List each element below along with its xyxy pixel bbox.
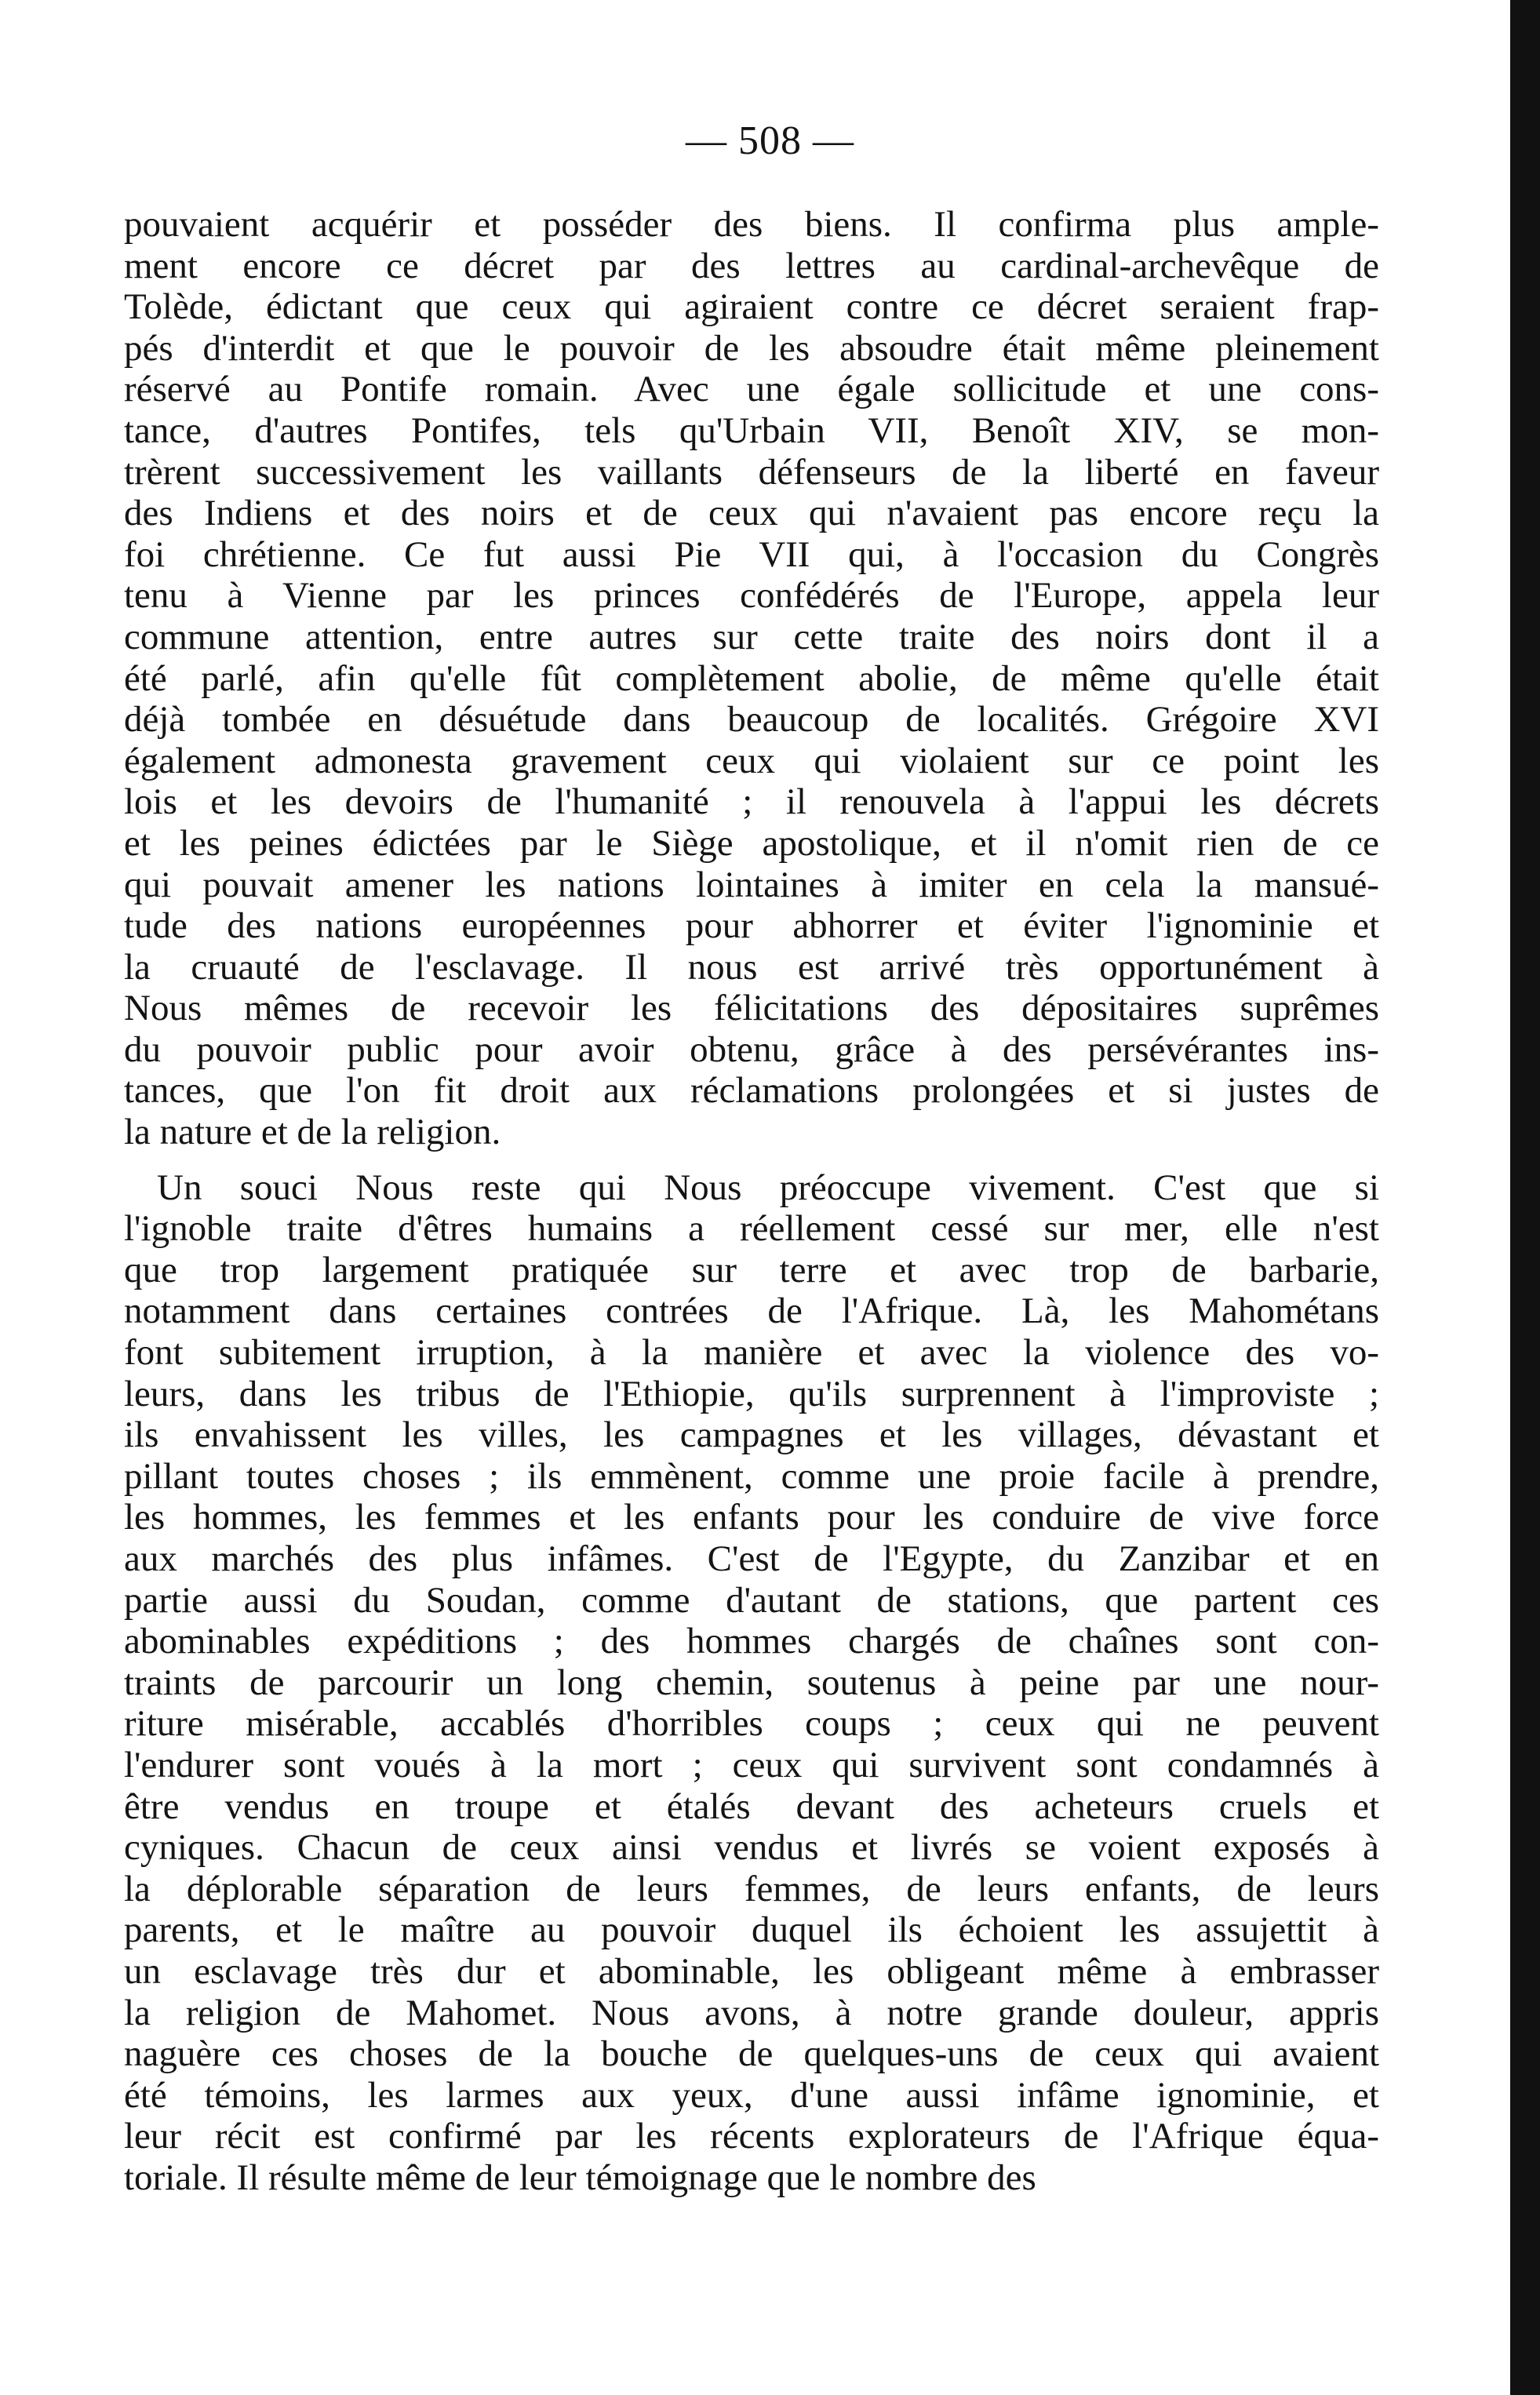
text-line: Tolède, édictant que ceux qui agiraient contre ce décret seraient frap- xyxy=(124,286,1379,328)
body-text xyxy=(124,204,1379,2199)
text-line: naguère ces choses de la bouche de quelques-uns de ceux qui avaient xyxy=(124,2033,1379,2075)
page-binding-edge xyxy=(1510,0,1540,2395)
text-line: Nous mêmes de recevoir les félicitations des dépositaires suprêmes xyxy=(124,988,1379,1029)
text-line: pés d'interdit et que le pouvoir de les absoudre était même pleinement xyxy=(124,327,1379,369)
text-line: les hommes, les femmes et les enfants pour les conduire de vive force xyxy=(124,1497,1379,1538)
text-line: abominables expéditions ; des hommes chargés de chaînes sont con- xyxy=(124,1621,1379,1662)
text-line: parents, et le maître au pouvoir duquel ils échoient les assujettit à xyxy=(124,1909,1379,1951)
text-line: commune attention, entre autres sur cette traite des noirs dont il a xyxy=(124,616,1379,657)
text-line: et les peines édictées par le Siège apostolique, et il n'omit rien de ce xyxy=(124,822,1379,864)
page-number: — 508 — xyxy=(686,118,854,163)
paragraph-gap xyxy=(124,1153,1379,1167)
text-line: réservé au Pontife romain. Avec une égale sollicitude et une cons- xyxy=(124,369,1379,410)
text-line: notamment dans certaines contrées de l'Afrique. Là, les Mahométans xyxy=(124,1290,1379,1332)
text-line: que trop largement pratiquée sur terre et avec trop de barbarie, xyxy=(124,1249,1379,1290)
text-line: des Indiens et des noirs et de ceux qui n'avaient pas encore reçu la xyxy=(124,493,1379,534)
text-line: ils envahissent les villes, les campagnes et les villages, dévastant et xyxy=(124,1414,1379,1456)
text-line: partie aussi du Soudan, comme d'autant de stations, que partent ces xyxy=(124,1579,1379,1621)
text-line: leurs, dans les tribus de l'Ethiopie, qu'ils surprennent à l'improviste ; xyxy=(124,1373,1379,1414)
text-line: l'endurer sont voués à la mort ; ceux qui survivent sont condamnés à xyxy=(124,1744,1379,1785)
text-line: toriale. Il résulte même de leur témoignage que le nombre des xyxy=(124,2157,1036,2198)
text-line: tenu à Vienne par les princes confédérés de l'Europe, appela leur xyxy=(124,575,1379,617)
text-line: riture misérable, accablés d'horribles coups ; ceux qui ne peuvent xyxy=(124,1703,1379,1745)
text-line: tances, que l'on fit droit aux réclamations prolongées et si justes de xyxy=(124,1070,1379,1112)
text-line: leur récit est confirmé par les récents explorateurs de l'Afrique équa- xyxy=(124,2116,1379,2157)
text-line: pillant toutes choses ; ils emmènent, comme une proie facile à prendre, xyxy=(124,1455,1379,1497)
text-line: trèrent successivement les vaillants défenseurs de la liberté en faveur xyxy=(124,451,1379,493)
text-line: cyniques. Chacun de ceux ainsi vendus et livrés se voient exposés à xyxy=(124,1827,1379,1869)
text-line: l'ignoble traite d'êtres humains a réellement cessé sur mer, elle n'est xyxy=(124,1208,1379,1250)
text-line: été témoins, les larmes aux yeux, d'une aussi infâme ignominie, et xyxy=(124,2074,1379,2116)
text-line: Un souci Nous reste qui Nous préoccupe vivement. C'est que si xyxy=(157,1167,1379,1208)
paragraph-2 xyxy=(124,1167,1379,2199)
text-line: être vendus en troupe et étalés devant des acheteurs cruels et xyxy=(124,1785,1379,1827)
text-line: font subitement irruption, à la manière et avec la violence des vo- xyxy=(124,1332,1379,1374)
text-line: déjà tombée en désuétude dans beaucoup de localités. Grégoire XVI xyxy=(124,699,1379,741)
text-line: lois et les devoirs de l'humanité ; il renouvela à l'appui les décrets xyxy=(124,781,1379,823)
text-line: la religion de Mahomet. Nous avons, à notre grande douleur, appris xyxy=(124,1992,1379,2033)
text-line: tude des nations européennes pour abhorrer et éviter l'ignominie et xyxy=(124,905,1379,947)
text-line: pouvaient acquérir et posséder des biens. Il confirma plus ample- xyxy=(124,204,1379,245)
text-line: tance, d'autres Pontifes, tels qu'Urbain VII, Benoît XIV, se mon- xyxy=(124,409,1379,451)
text-line: traints de parcourir un long chemin, soutenus à peine par une nour- xyxy=(124,1662,1379,1703)
text-line: foi chrétienne. Ce fut aussi Pie VII qui, à l'occasion du Congrès xyxy=(124,533,1379,575)
text-line: un esclavage très dur et abominable, les obligeant même à embrasser xyxy=(124,1950,1379,1992)
text-line: qui pouvait amener les nations lointaines à imiter en cela la mansué- xyxy=(124,864,1379,905)
text-line: du pouvoir public pour avoir obtenu, grâce à des persévérantes ins- xyxy=(124,1028,1379,1070)
text-line: la cruauté de l'esclavage. Il nous est arrivé très opportunément à xyxy=(124,946,1379,988)
text-line: la déplorable séparation de leurs femmes, de leurs enfants, de leurs xyxy=(124,1868,1379,1909)
text-line: ment encore ce décret par des lettres au cardinal-archevêque de xyxy=(124,245,1379,286)
text-line: été parlé, afin qu'elle fût complètement abolie, de même qu'elle était xyxy=(124,657,1379,699)
text-line: aux marchés des plus infâmes. C'est de l'Egypte, du Zanzibar et en xyxy=(124,1538,1379,1579)
paragraph-1 xyxy=(124,204,1379,1153)
text-line: également admonesta gravement ceux qui violaient sur ce point les xyxy=(124,740,1379,781)
text-line: la nature et de la religion. xyxy=(124,1112,501,1153)
